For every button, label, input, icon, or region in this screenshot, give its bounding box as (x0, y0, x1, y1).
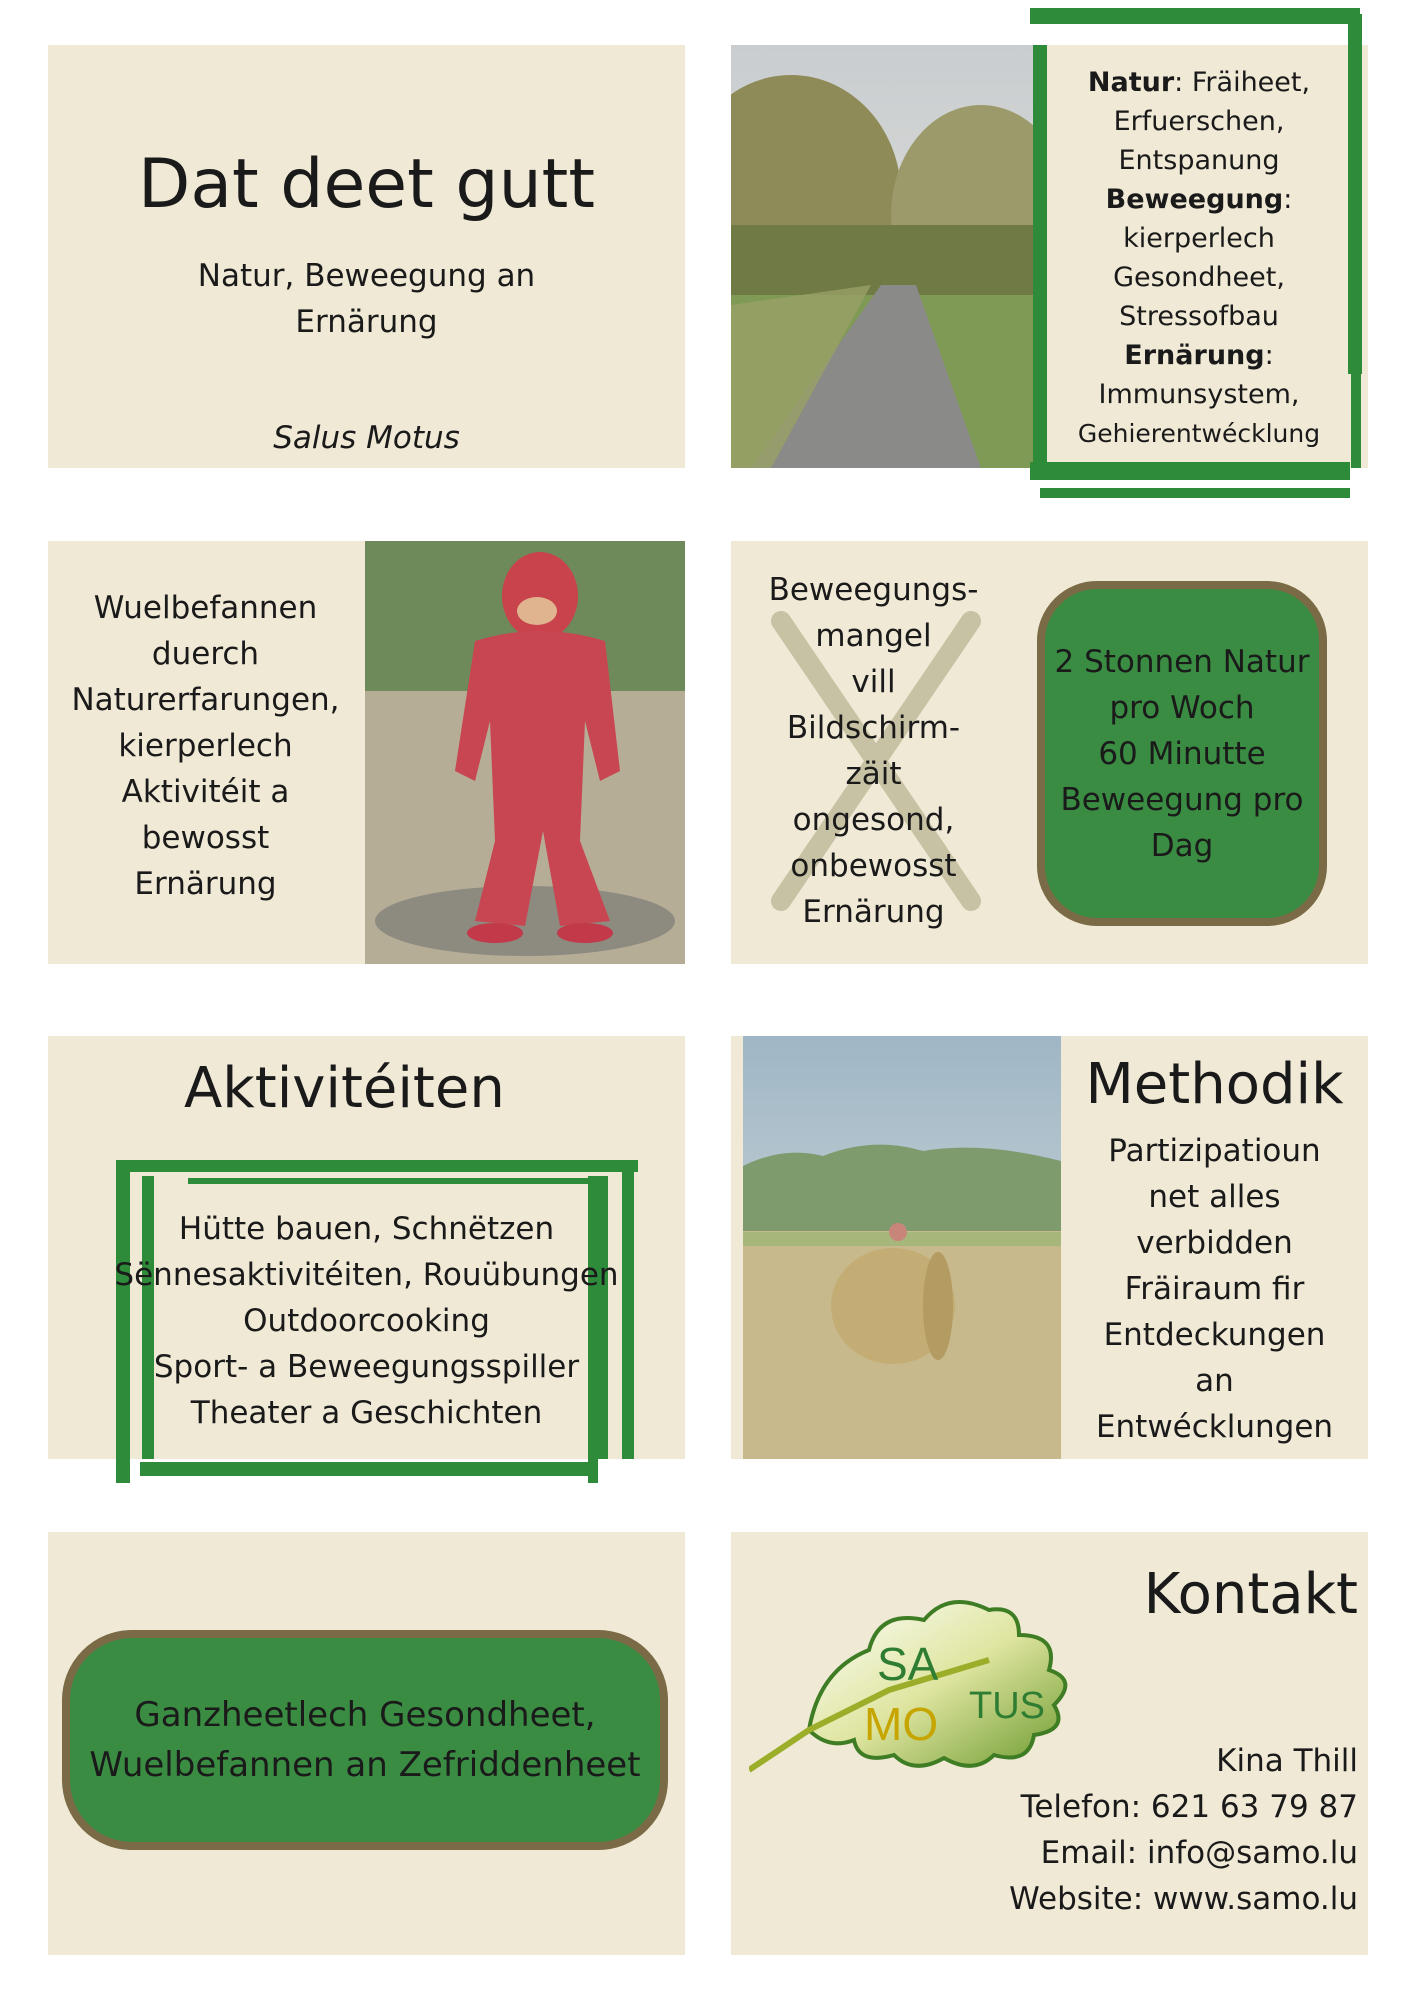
hay-bale-photo (743, 1036, 1061, 1459)
wellbeing-card (48, 541, 685, 964)
child-puddle-photo (365, 541, 685, 964)
activities-card (48, 1036, 685, 1459)
method-list: Partizipatioun net alles verbidden Fräiraum fir Entdeckungen an Entwécklungen (1095, 1133, 1334, 1445)
method-card (731, 1036, 1368, 1459)
activity-item: Hütte bauen, Schnëtzen (178, 1211, 555, 1247)
contact-email[interactable]: Email: info@samo.lu (1040, 1835, 1358, 1871)
holistic-pill: Ganzheetlech Gesondheet, Wuelbefannen an Zefriddenheet (62, 1630, 668, 1850)
holistic-card (48, 1532, 685, 1955)
benefit-beweegung: Beweegung: (1105, 184, 1293, 215)
benefit-ernarung: Ernärung: (1124, 340, 1274, 371)
contact-details (1009, 1738, 1358, 1922)
contrast-card (731, 541, 1368, 964)
activity-item: Sport- a Beweegungsspiller (153, 1349, 580, 1385)
logo-text-bottom-right: TUS (969, 1685, 1045, 1727)
intro-subtitle: Natur, Beweegung an Ernärung (197, 258, 536, 340)
contact-phone[interactable]: Telefon: 621 63 79 87 (1020, 1789, 1358, 1825)
intro-author: Salus Motus (273, 420, 460, 456)
contact-title: Kontakt (1143, 1562, 1358, 1627)
activity-item: Theater a Geschichten (190, 1395, 543, 1431)
negative-habits-text: Beweegungs- mangel vill Bildschirm- zäit ongesond, onbewosst Ernärung (768, 572, 979, 930)
contact-name: Kina Thill (1216, 1743, 1358, 1779)
activity-item: Sënnesaktivitéiten, Rouübungen (114, 1257, 619, 1293)
intro-card (48, 45, 685, 468)
benefit-natur: Natur: Fräiheet, (1087, 67, 1311, 98)
activities-list (48, 1206, 685, 1436)
forest-path-photo (731, 45, 1041, 468)
contact-website[interactable]: Website: www.samo.lu (1009, 1881, 1358, 1917)
method-title: Methodik (1085, 1052, 1344, 1117)
intro-title: Dat deet gutt (137, 145, 595, 224)
activities-title: Aktivitéiten (184, 1056, 505, 1121)
contact-card (731, 1532, 1368, 1955)
logo-text-bottom-left: MO (864, 1698, 939, 1750)
recommendation-pill: 2 Stonnen Natur pro Woch 60 Minutte Beweegung pro Dag (1037, 581, 1327, 926)
activity-item: Outdoorcooking (243, 1303, 490, 1339)
benefits-card (731, 45, 1368, 468)
benefits-list: Natur: Fräiheet, Erfuerschen, Entspanung Beweegung: kierperlech Gesondheet, Stressofbau Ernärung: Immunsystem, Gehierentwécklung (1049, 63, 1349, 453)
logo-text-top: SA (877, 1638, 939, 1690)
wellbeing-text: Wuelbefannen duerch Naturerfarungen, kierperlech Aktivitéit a bewosst Ernärung (71, 590, 340, 902)
